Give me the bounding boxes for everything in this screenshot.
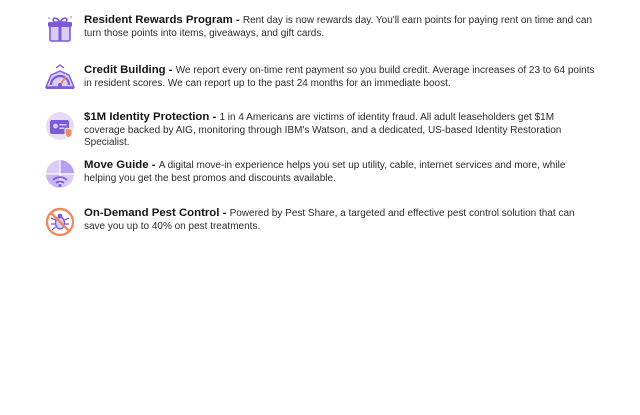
benefit-description: We report every on-time rent payment so you build credit. Average increases of 23 to 64 points in resident scores. We can report up to the past 24 months for an immediate boost. [84,65,595,89]
benefit-resident-rewards [44,14,604,45]
benefit-credit-building [44,64,604,95]
benefit-description: A digital move-in experience helps you set up utility, cable, internet services and more, while helping you get the best promos and discounts available. [84,160,566,184]
benefit-title: On-Demand Pest Control [84,207,220,219]
benefit-separator: - [209,111,220,123]
benefit-pest-control [44,207,604,238]
benefit-separator: - [165,64,176,76]
id-card-shield-icon [44,110,76,142]
benefit-separator: - [219,207,230,219]
benefit-title: Resident Rewards Program [84,14,233,26]
benefit-title: Credit Building [84,64,166,76]
credit-gauge-icon [44,63,76,95]
benefit-title: $1M Identity Protection [84,111,210,123]
benefit-move-guide [44,159,604,190]
benefit-separator: - [232,14,243,26]
no-bug-icon [44,206,76,238]
benefit-description: Powered by Pest Share, a targeted and effective pest control solution that can save you up to 40% on pest treatments. [84,208,575,232]
benefit-title: Move Guide [84,159,149,171]
benefit-separator: - [148,159,159,171]
benefit-description: Rent day is now rewards day. You'll earn points for paying rent on time and can turn those points into items, giveaways, and gift cards. [84,15,593,39]
gift-box-icon [44,13,76,45]
benefit-identity-protection [44,111,604,150]
benefit-description: 1 in 4 Americans are victims of identity fraud. All adult leaseholders get $1M coverage backed by AIG, monitoring through IBM's Watson, and a dedicated, US-based Identity Restoration Specialist. [84,112,562,148]
move-guide-wifi-icon [44,158,76,190]
